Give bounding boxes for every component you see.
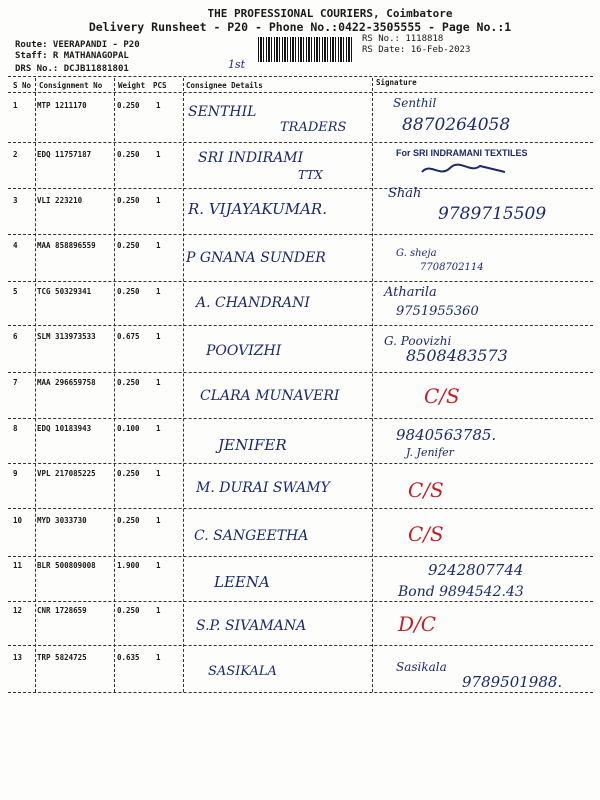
row-9-consignment: VPL 217085225 — [37, 469, 96, 478]
row-1-consignment: MTP 1211170 — [37, 101, 87, 110]
row-2-weight: 0.250 — [117, 150, 140, 159]
col-consignee: Consignee Details — [186, 81, 263, 90]
row-6-consignee: POOVIZHI — [206, 343, 282, 359]
row-9-weight: 0.250 — [117, 469, 140, 478]
row-separator — [8, 188, 593, 189]
row-6-sno: 6 — [13, 332, 18, 341]
handwritten-mark: 1st — [228, 58, 246, 71]
col-pcs: PCS — [153, 81, 167, 90]
row-6-signature: G. Poovizhi — [384, 334, 452, 348]
row-2-consignment: EDQ 11757187 — [37, 150, 92, 159]
row-4-pcs: 1 — [156, 241, 161, 250]
row-11-consignment: BLR 500809008 — [37, 561, 96, 570]
row-6-weight: 0.675 — [117, 332, 140, 341]
row-10-consignee: C. SANGEETHA — [194, 528, 309, 544]
staff-label: Staff: R MATHANAGOPAL — [15, 51, 129, 61]
row-9-signature: C/S — [408, 478, 444, 502]
row-12-consignment: CNR 1728659 — [37, 606, 87, 615]
row-9-sno: 9 — [13, 469, 18, 478]
barcode — [258, 37, 352, 62]
row-5-signature: Atharila — [384, 285, 437, 300]
row-7-consignee: CLARA MUNAVERI — [200, 388, 340, 404]
row-4-sno: 4 — [13, 241, 18, 250]
col-sno: S No — [13, 81, 32, 90]
row-1-consignee-line2: TRADERS — [280, 120, 347, 135]
row-11-signature: Bond 9894542.43 — [398, 584, 524, 600]
row-7-weight: 0.250 — [117, 378, 140, 387]
row-3-pcs: 1 — [156, 196, 161, 205]
company-title: THE PROFESSIONAL COURIERS, Coimbatore — [207, 7, 453, 20]
row-8-consignment: EDQ 10183943 — [37, 424, 92, 433]
row-12-signature: D/C — [398, 612, 437, 636]
row-separator — [8, 418, 593, 419]
row-10-consignment: MYD 3033730 — [37, 516, 87, 525]
row-8-consignee: JENIFER — [218, 436, 287, 454]
header-top-rule — [8, 76, 593, 77]
row-10-signature: C/S — [408, 522, 444, 546]
row-3-consignment: VLI 223210 — [37, 196, 83, 205]
col-consignment: Consignment No — [39, 81, 103, 90]
row-9-consignee: M. DURAI SWAMY — [196, 480, 330, 496]
row-7-consignment: MAA 296659758 — [37, 378, 96, 387]
row-2-consignee-line2: TTX — [298, 168, 323, 182]
row-6-consignment: SLM 313973533 — [37, 332, 96, 341]
row-separator — [8, 645, 593, 646]
row-1-consignee-line1: SENTHIL — [188, 104, 257, 120]
rs-number: RS No.: 1118818 — [362, 34, 444, 44]
row-3-consignee: R. VIJAYAKUMAR. — [188, 200, 327, 218]
row-10-pcs: 1 — [156, 516, 161, 525]
row-6-pcs: 1 — [156, 332, 161, 341]
col-divider — [372, 78, 373, 692]
row-3-weight: 0.250 — [117, 196, 140, 205]
row-5-phone: 9751955360 — [396, 304, 479, 319]
row-12-sno: 12 — [13, 606, 23, 615]
col-divider — [35, 78, 36, 692]
row-2-signature-scribble — [420, 160, 510, 180]
row-2-sno: 2 — [13, 150, 18, 159]
row-3-sno: 3 — [13, 196, 18, 205]
row-9-pcs: 1 — [156, 469, 161, 478]
row-8-signature: J. Jenifer — [406, 446, 454, 459]
row-4-signature: G. sheja — [396, 248, 437, 259]
row-8-weight: 0.100 — [117, 424, 140, 433]
row-5-consignment: TCG 50329341 — [37, 287, 92, 296]
row-separator — [8, 281, 593, 282]
rs-date: RS Date: 16-Feb-2023 — [362, 45, 471, 55]
row-11-sno: 11 — [13, 561, 23, 570]
row-3-signature: Shah — [388, 186, 422, 201]
row-separator — [8, 508, 593, 509]
row-11-consignee: LEENA — [214, 573, 270, 591]
col-signature: Signature — [376, 78, 417, 87]
row-2-company-stamp: For SRI INDRAMANI TEXTILES — [396, 148, 528, 158]
row-separator — [8, 463, 593, 464]
row-13-consignment: TRP 5824725 — [37, 653, 87, 662]
row-13-weight: 0.635 — [117, 653, 140, 662]
row-13-sno: 13 — [13, 653, 23, 662]
row-separator — [8, 556, 593, 557]
row-11-phone: 9242807744 — [428, 561, 524, 579]
row-13-signature: Sasikala — [396, 660, 447, 674]
row-6-phone: 8508483573 — [406, 346, 508, 365]
row-11-weight: 1.900 — [117, 561, 140, 570]
col-divider — [183, 78, 184, 692]
header-bottom-rule — [8, 92, 593, 93]
row-4-weight: 0.250 — [117, 241, 140, 250]
row-10-weight: 0.250 — [117, 516, 140, 525]
row-12-pcs: 1 — [156, 606, 161, 615]
row-2-consignee-line1: SRI INDIRAMI — [198, 150, 304, 166]
row-separator — [8, 325, 593, 326]
row-3-phone: 9789715509 — [438, 204, 547, 224]
row-7-pcs: 1 — [156, 378, 161, 387]
row-10-sno: 10 — [13, 516, 23, 525]
row-11-pcs: 1 — [156, 561, 161, 570]
row-5-sno: 5 — [13, 287, 18, 296]
table-bottom-rule — [8, 692, 593, 693]
route-label: Route: VEERAPANDI - P20 — [15, 40, 140, 50]
row-12-consignee: S.P. SIVAMANA — [196, 618, 307, 634]
row-2-pcs: 1 — [156, 150, 161, 159]
row-4-consignee: P GNANA SUNDER — [186, 250, 326, 266]
row-separator — [8, 234, 593, 235]
row-separator — [8, 142, 593, 143]
row-1-signature: Senthil — [393, 96, 437, 110]
runsheet-subtitle: Delivery Runsheet - P20 - Phone No.:0422-3505555 - Page No.:1 — [88, 20, 512, 34]
row-separator — [8, 372, 593, 373]
row-1-sno: 1 — [13, 101, 18, 110]
drs-label: DRS No.: DCJB11881801 — [15, 64, 129, 74]
row-7-sno: 7 — [13, 378, 18, 387]
row-1-pcs: 1 — [156, 101, 161, 110]
col-weight: Weight — [118, 81, 146, 90]
col-divider — [114, 78, 115, 692]
row-7-signature: C/S — [424, 384, 460, 408]
row-4-phone: 7708702114 — [420, 262, 484, 273]
row-8-phone: 9840563785. — [396, 426, 497, 444]
row-4-consignment: MAA 858896559 — [37, 241, 96, 250]
row-13-phone: 9789501988. — [462, 673, 563, 691]
row-5-pcs: 1 — [156, 287, 161, 296]
row-13-pcs: 1 — [156, 653, 161, 662]
row-8-pcs: 1 — [156, 424, 161, 433]
row-5-weight: 0.250 — [117, 287, 140, 296]
row-13-consignee: SASIKALA — [208, 664, 277, 679]
row-8-sno: 8 — [13, 424, 18, 433]
row-1-weight: 0.250 — [117, 101, 140, 110]
row-separator — [8, 601, 593, 602]
row-5-consignee: A. CHANDRANI — [196, 295, 310, 311]
row-1-phone: 8870264058 — [402, 115, 511, 135]
row-12-weight: 0.250 — [117, 606, 140, 615]
